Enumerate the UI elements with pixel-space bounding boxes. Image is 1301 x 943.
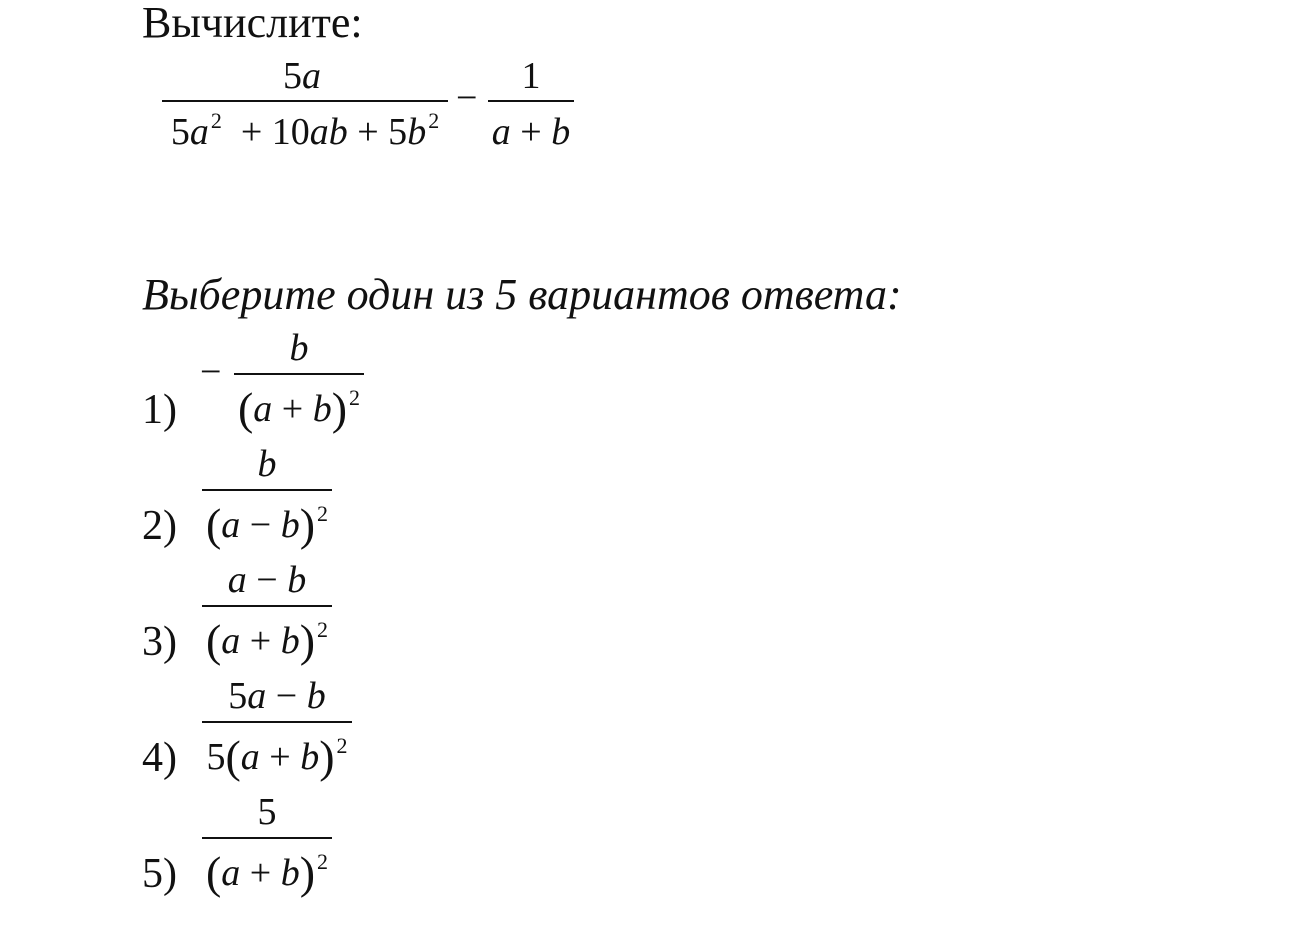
option-numerator: 5	[257, 791, 277, 833]
option-denominator: $(a - b)^2$	[205, 499, 329, 550]
option-numerator: b	[289, 327, 309, 369]
minus-operator: −	[456, 77, 478, 119]
fraction2-bar	[488, 100, 574, 102]
option-numerator: b	[257, 443, 277, 485]
fraction2-numerator: 1	[521, 55, 541, 97]
option-bar	[202, 489, 332, 491]
option-denominator: $(a + b)^2$	[205, 847, 329, 898]
fraction2-denominator: a + b	[491, 111, 571, 153]
option-bar	[202, 605, 332, 607]
fraction1-bar	[162, 100, 448, 102]
option-bar	[202, 837, 332, 839]
option-bar	[202, 721, 352, 723]
option-bar	[234, 373, 364, 375]
instruction-text: Выберите один из 5 вариантов ответа:	[142, 270, 902, 319]
option-number: 4)	[142, 735, 177, 781]
option-number: 1)	[142, 387, 177, 433]
option-numerator: a − b	[227, 559, 307, 601]
option-sign: −	[200, 351, 222, 393]
fraction1-numerator: 5a	[283, 55, 321, 97]
task-heading: Вычислите:	[142, 0, 363, 47]
option-number: 3)	[142, 619, 177, 665]
option-denominator: $(a + b)^2$	[237, 383, 361, 434]
option-denominator: $(a + b)^2$	[205, 615, 329, 666]
option-number: 2)	[142, 503, 177, 549]
option-denominator: $5(a + b)^2$	[206, 731, 348, 782]
option-numerator: 5a − b	[228, 675, 326, 717]
fraction1-denominator: $5a^2 + 10ab + 5b^2$	[170, 108, 440, 153]
option-number: 5)	[142, 851, 177, 897]
